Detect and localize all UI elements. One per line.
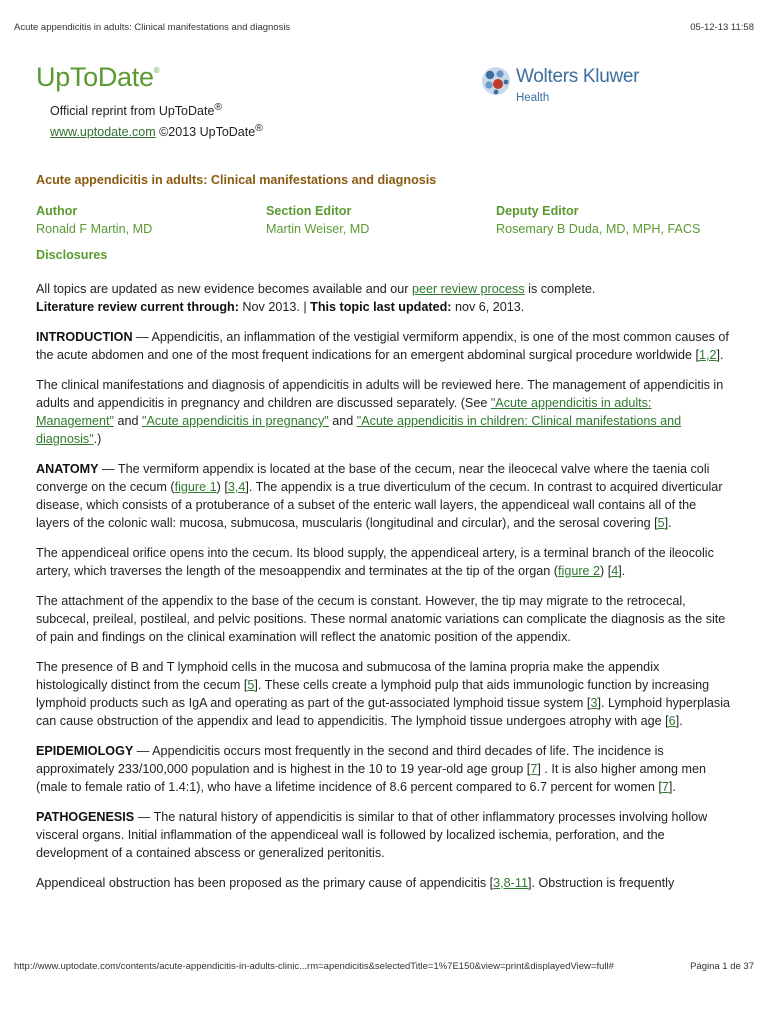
reference-link[interactable]: 6 <box>668 714 676 728</box>
section-editor-name: Martin Weiser, MD <box>266 222 370 236</box>
peer-review-link[interactable]: peer review process <box>411 282 525 296</box>
pathogenesis-heading: PATHOGENESIS <box>36 810 135 824</box>
paragraph-text: The clinical manifestations and diagnosis of appendicitis in adults will be reviewed here. The management of appendicitis in adults and appendicitis in pregnancy and children are discussed separately. (See <box>36 378 724 410</box>
section-editor-label: Section Editor <box>266 204 352 218</box>
paragraph-text: and <box>113 414 142 428</box>
paragraph-text: — Appendicitis occurs most frequently in the second and third decades of life. The incidence is approximately 233/100,000 population and is highest in the 10 to 19 year-old age group [ <box>36 744 664 776</box>
paragraph-text: ]. These cells create a lymphoid pulp that aids immunologic function by increasing lymphoid products such as IgA and operating as part of the gut-associated lymphoid tissue system [ <box>36 678 710 710</box>
review-text-end: is complete. <box>524 282 596 296</box>
print-footer-url: http://www.uptodate.com/contents/acute-appendicitis-in-adults-clinic...rm=apendicitis&selectedTitle=1%7E150&view=print&displayedView=full# <box>14 961 614 972</box>
paragraph-text: The presence of B and T lymphoid cells in the mucosa and submucosa of the lamina propria make the appendix histologically distinct from the cecum [ <box>36 660 660 692</box>
paragraph-text: Appendiceal obstruction has been proposed as the primary cause of appendicitis [ <box>36 876 494 890</box>
figure-link[interactable]: figure 2 <box>558 564 601 578</box>
lymphoid-paragraph <box>36 658 730 730</box>
print-header-title: Acute appendicitis in adults: Clinical manifestations and diagnosis <box>14 22 291 33</box>
topic-link-management[interactable]: "Acute appendicitis in adults: Management" <box>36 396 652 428</box>
uptodate-link[interactable]: www.uptodate.com <box>50 125 156 140</box>
introduction-heading: INTRODUCTION <box>36 330 133 344</box>
author-label: Author <box>36 204 78 218</box>
introduction-paragraph <box>36 328 730 364</box>
paragraph-text: The appendiceal orifice opens into the cecum. Its blood supply, the appendiceal artery, is a terminal branch of the ileocolic artery, which traverses the length of the mesoappendix and terminates at the tip of the organ ( <box>36 546 714 578</box>
uptodate-logo <box>36 62 159 93</box>
topic-link-pregnancy[interactable]: "Acute appendicitis in pregnancy" <box>142 414 329 428</box>
paragraph-text: The attachment of the appendix to the base of the cecum is constant. However, the tip may migrate to the retrocecal, subcecal, preileal, postileal, and pelvic positions. These normal anatomic variations can complicate the diagnosis as the site of pain and findings on the clinical examination will reflect the anatomic position of the appendix. <box>36 594 726 644</box>
reference-link[interactable]: 5 <box>657 516 665 530</box>
article-body <box>36 171 730 904</box>
credits <box>36 202 730 238</box>
review-status <box>36 280 730 316</box>
reference-link[interactable]: 5 <box>247 678 255 692</box>
publisher-division: Health <box>516 92 550 104</box>
paragraph-text: ]. The appendix is a true diverticulum of the cecum. In contrast to acquired diverticular disease, which consists of a protuberance of a subset of the enteric wall layers, the appendiceal wall contains all of the layers of the colonic wall: mucosa, submucosa, muscularis (longitudinal and circular), and the serosal covering [ <box>36 480 723 530</box>
paragraph-text: — Appendicitis, an inflammation of the vestigial vermiform appendix, is one of the most common causes of the acute abdomen and one of the most frequent indications for an emergent abdominal surgical procedure worldwide [ <box>36 330 729 362</box>
print-footer <box>14 961 754 972</box>
figure-link[interactable]: figure 1 <box>174 480 217 494</box>
reprint-notice <box>50 99 263 141</box>
lit-review-label: Literature review current through: <box>36 300 239 314</box>
paragraph-text: — The natural history of appendicitis is similar to that of other inflammatory processes involving hollow visceral organs. Initial inflammation of the appendiceal wall is followed by localized ischemia, perforation, and the development of a contained abscess or generalized peritonitis. <box>36 810 708 860</box>
globe-icon <box>481 66 511 96</box>
print-header <box>14 22 754 33</box>
print-footer-page: Página 1 de 37 <box>690 961 754 972</box>
disclosures-link[interactable]: Disclosures <box>36 248 108 262</box>
epidemiology-heading: EPIDEMIOLOGY <box>36 744 134 758</box>
paragraph-text: ]. <box>668 780 676 794</box>
last-updated-label: This topic last updated: <box>310 300 452 314</box>
paragraph-text: .) <box>93 432 102 446</box>
uptodate-logo-text: UpToDate <box>36 62 154 92</box>
paragraph-text: ]. <box>664 516 672 530</box>
reference-link[interactable]: 7 <box>530 762 538 776</box>
topic-link-children[interactable]: "Acute appendicitis in children: Clinical manifestations and diagnosis" <box>36 414 682 446</box>
reference-link[interactable]: 3,4 <box>227 480 246 494</box>
reference-link[interactable]: 4 <box>611 564 619 578</box>
author-block <box>36 202 266 238</box>
lit-review-value: Nov 2013. | <box>238 300 311 314</box>
anatomy-heading: ANATOMY <box>36 462 99 476</box>
reference-link[interactable]: 7 <box>661 780 669 794</box>
paragraph-text: ) [ <box>600 564 612 578</box>
copyright-reg: ® <box>255 123 263 135</box>
reference-link[interactable]: 3,8-11 <box>493 876 528 890</box>
uptodate-logo-mark: ® <box>153 66 160 75</box>
publisher-logo <box>481 66 639 104</box>
paragraph-text: and <box>328 414 357 428</box>
obstruction-paragraph <box>36 874 730 892</box>
blood-supply-paragraph <box>36 544 730 580</box>
pathogenesis-paragraph <box>36 808 730 862</box>
publisher-name: Wolters Kluwer <box>516 66 640 87</box>
paragraph-text: ]. <box>716 348 724 362</box>
deputy-editor-label: Deputy Editor <box>496 204 579 218</box>
print-header-datetime: 05-12-13 11:58 <box>690 22 754 33</box>
paragraph-text: ]. Obstruction is frequently <box>527 876 675 890</box>
deputy-editor-name: Rosemary B Duda, MD, MPH, FACS <box>496 222 701 236</box>
reference-link[interactable]: 3 <box>590 696 598 710</box>
deputy-editor-block <box>496 202 700 238</box>
author-name: Ronald F Martin, MD <box>36 222 153 236</box>
last-updated-value: nov 6, 2013. <box>451 300 525 314</box>
reprint-reg: ® <box>214 102 223 113</box>
article-title: Acute appendicitis in adults: Clinical manifestations and diagnosis <box>36 173 437 187</box>
epidemiology-paragraph <box>36 742 730 796</box>
copyright-text: ©2013 UpToDate <box>159 125 256 140</box>
paragraph-text: ]. Lymphoid hyperplasia can cause obstruction of the appendix and lead to appendicitis. The lymphoid tissue undergoes atrophy with age [ <box>36 696 730 728</box>
reprint-line: Official reprint from UpToDate <box>50 104 215 119</box>
paragraph-text: — The vermiform appendix is located at the base of the cecum, near the ileocecal valve where the taenia coli converge on the cecum ( <box>36 462 710 494</box>
reference-link[interactable]: 1,2 <box>698 348 717 362</box>
paragraph-text: ]. <box>618 564 626 578</box>
section-editor-block <box>266 202 496 238</box>
paragraph-text: ]. <box>675 714 683 728</box>
paragraph-text: ) [ <box>216 480 228 494</box>
review-text: All topics are updated as new evidence becomes available and our <box>36 282 412 296</box>
attachment-paragraph <box>36 592 730 646</box>
anatomy-paragraph <box>36 460 730 532</box>
paragraph-text: ] . It is also higher among men (male to female ratio of 1.4:1), who have a lifetime incidence of 8.6 percent compared to 6.7 percent for women [ <box>36 762 707 794</box>
scope-paragraph <box>36 376 730 448</box>
